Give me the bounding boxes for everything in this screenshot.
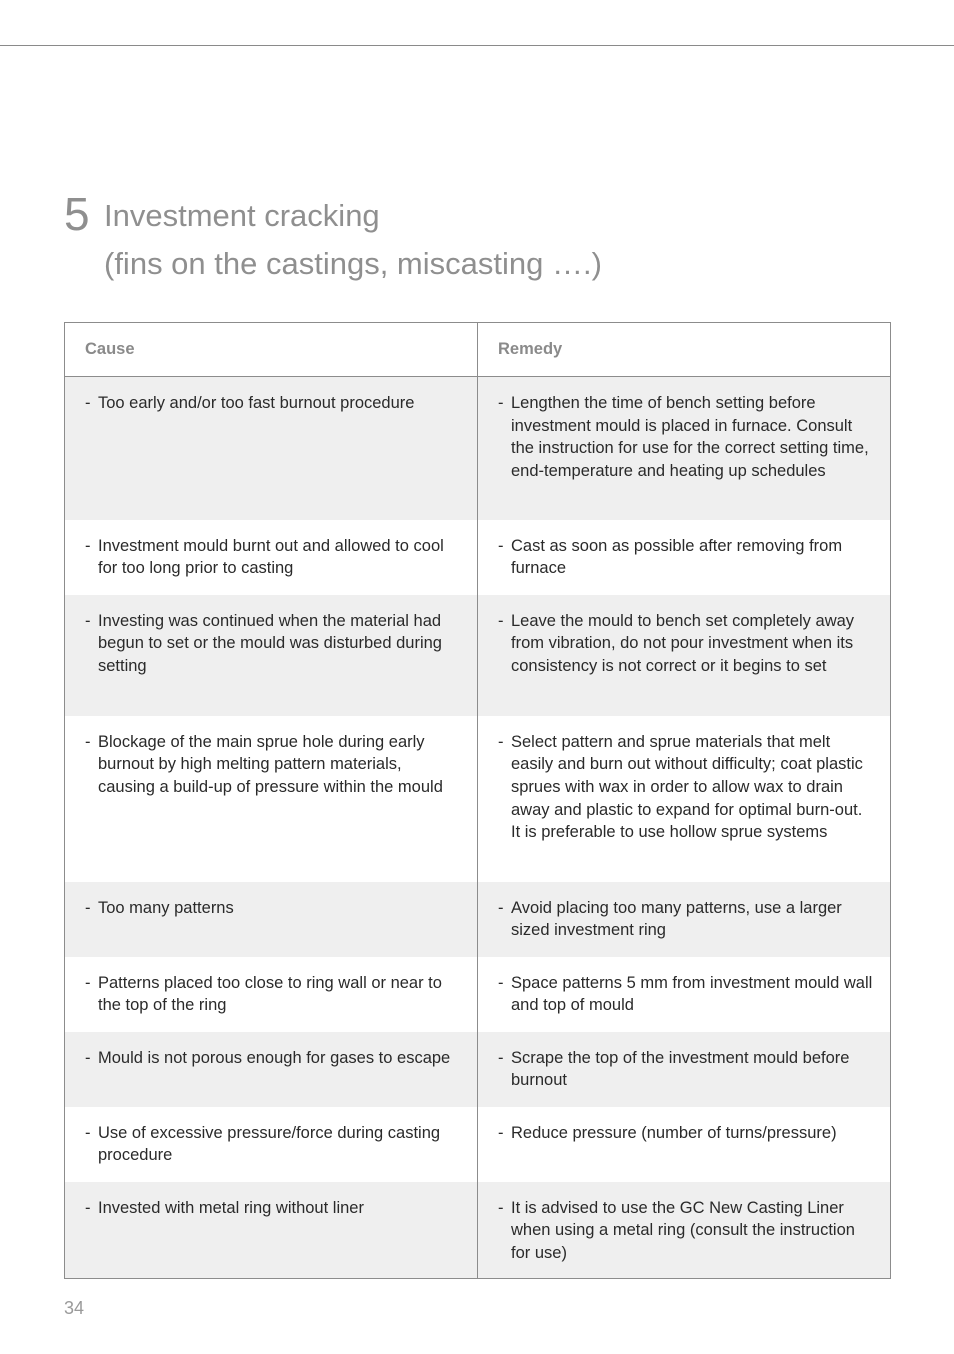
remedy-cell: - It is advised to use the GC New Casting Liner when using a metal ring (consult the instruction for use) bbox=[478, 1182, 891, 1279]
cause-cell: - Use of excessive pressure/force during casting procedure bbox=[65, 1107, 478, 1182]
cause-cell: - Investment mould burnt out and allowed to cool for too long prior to casting bbox=[65, 520, 478, 595]
cause-cell: - Too early and/or too fast burnout procedure bbox=[65, 377, 478, 520]
page-number: 34 bbox=[64, 1298, 85, 1318]
cause-cell: - Mould is not porous enough for gases to escape bbox=[65, 1032, 478, 1107]
table-row bbox=[65, 1032, 891, 1107]
table-row bbox=[65, 1107, 891, 1182]
table-row bbox=[65, 882, 891, 957]
cause-cell: - Too many patterns bbox=[65, 882, 478, 957]
header-cause: Cause bbox=[65, 323, 478, 377]
remedy-cell: - Leave the mould to bench set completely away from vibration, do not pour investment when its consistency is not correct or it begins to set bbox=[478, 595, 891, 716]
table-row bbox=[65, 716, 891, 882]
section-title-line1: Investment cracking bbox=[104, 198, 380, 233]
table-row bbox=[65, 1182, 891, 1279]
table-row bbox=[65, 957, 891, 1032]
remedy-cell: - Space patterns 5 mm from investment mould wall and top of mould bbox=[478, 957, 891, 1032]
cause-cell: - Blockage of the main sprue hole during early burnout by high melting pattern materials, causing a build-up of pressure within the mould bbox=[65, 716, 478, 882]
cause-remedy-table bbox=[64, 322, 891, 1279]
section-title-line2: (fins on the castings, miscasting ….) bbox=[104, 246, 602, 281]
remedy-cell: - Scrape the top of the investment mould before burnout bbox=[478, 1032, 891, 1107]
remedy-cell: - Select pattern and sprue materials that melt easily and burn out without difficulty; coat plastic sprues with wax in order to allow wax to drain away and plastic to expand for optimal burn-out. It is preferable to use hollow sprue systems bbox=[478, 716, 891, 882]
table-row bbox=[65, 595, 891, 716]
remedy-cell: - Reduce pressure (number of turns/pressure) bbox=[478, 1107, 891, 1182]
section-number: 5 bbox=[64, 188, 90, 240]
header-remedy: Remedy bbox=[478, 323, 891, 377]
remedy-cell: - Avoid placing too many patterns, use a larger sized investment ring bbox=[478, 882, 891, 957]
cause-cell: - Patterns placed too close to ring wall or near to the top of the ring bbox=[65, 957, 478, 1032]
table-header-row bbox=[65, 323, 891, 377]
cause-cell: - Investing was continued when the material had begun to set or the mould was disturbed during setting bbox=[65, 595, 478, 716]
remedy-cell: - Lengthen the time of bench setting before investment mould is placed in furnace. Consult the instruction for use for the correct setting time, end-temperature and heating up schedules bbox=[478, 377, 891, 520]
remedy-cell: - Cast as soon as possible after removing from furnace bbox=[478, 520, 891, 595]
top-rule bbox=[0, 45, 954, 46]
cause-cell: - Invested with metal ring without liner bbox=[65, 1182, 478, 1279]
table-row bbox=[65, 377, 891, 520]
table-row bbox=[65, 520, 891, 595]
